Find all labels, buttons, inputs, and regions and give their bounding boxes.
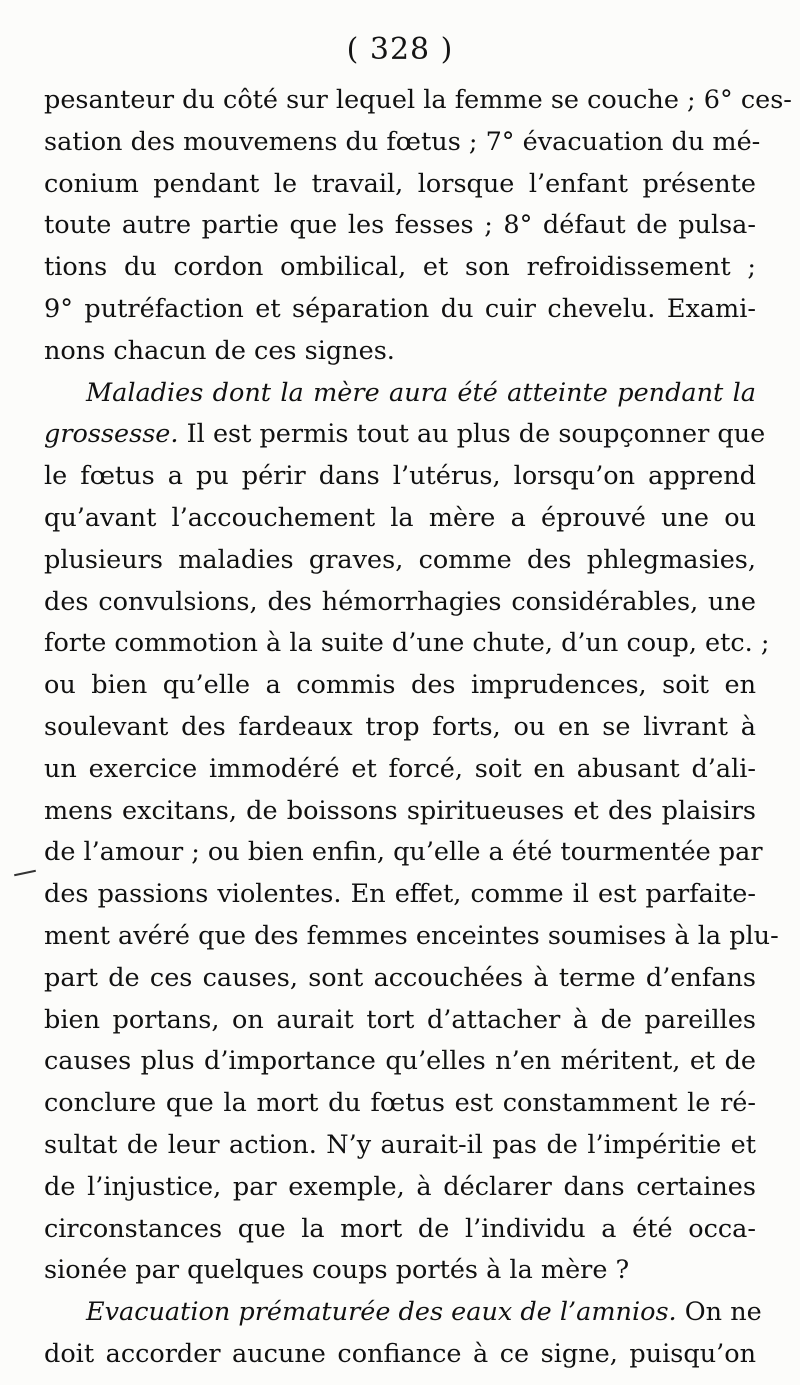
text-line: bien portans, on aurait tort d’attacher à de pareilles [44, 1004, 756, 1035]
text-fragment: Il est permis tout au plus de soupçonner que [178, 419, 766, 450]
text-line: mens excitans, de boissons spiritueuses et des plaisirs [44, 795, 756, 826]
text-line: circonstances que la mort de l’individu a été occa- [44, 1213, 756, 1244]
text-line: soulevant des fardeaux trop forts, ou en se livrant à [44, 711, 756, 742]
text-line: nons chacun de ces signes. [44, 335, 395, 366]
page-number: ( 328 ) [346, 32, 454, 67]
text-line: de l’amour ; ou bien enfin, qu’elle a été tourmentée par [44, 837, 763, 868]
text-line [44, 1292, 762, 1334]
text-line: part de ces causes, sont accouchées à terme d’enfans [44, 962, 756, 993]
text-line: pesanteur du côté sur lequel la femme se couche ; 6° ces- [44, 85, 792, 115]
text-line: ou bien qu’elle a commis des imprudences, soit en [44, 670, 756, 701]
text-line: ment avéré que des femmes enceintes soumises à la plu- [44, 920, 779, 951]
section-heading: Maladies dont la mère aura été atteinte pendant la [86, 377, 756, 408]
text-line: forte commotion à la suite d’une chute, d’un coup, etc. ; [44, 628, 770, 659]
body-text [44, 80, 792, 1376]
text-line: des passions violentes. En effet, comme il est parfaite- [44, 879, 756, 910]
text-line: plusieurs maladies graves, comme des phlegmasies, [44, 544, 756, 575]
text-line: 9° putréfaction et séparation du cuir chevelu. Exami- [44, 293, 756, 324]
margin-pencil-mark [14, 870, 36, 877]
text-fragment: On ne [676, 1297, 762, 1328]
text-line: sultat de leur action. N’y aurait-il pas de l’impéritie et [44, 1129, 756, 1160]
text-line: qu’avant l’accouchement la mère a éprouvé une ou [44, 502, 756, 533]
text-line: conium pendant le travail, lorsque l’enfant présente [44, 168, 756, 199]
text-line: sionée par quelques coups portés à la mère ? [44, 1255, 630, 1286]
text-line: le fœtus a pu périr dans l’utérus, lorsqu’on apprend [44, 461, 756, 492]
section-heading: Evacuation prématurée des eaux de l’amnios. [86, 1297, 677, 1328]
text-line: doit accorder aucune confiance à ce signe, puisqu’on [44, 1338, 756, 1369]
text-line: un exercice immodéré et forcé, soit en abusant d’ali- [44, 753, 756, 784]
text-line: de l’injustice, par exemple, à déclarer dans certaines [44, 1171, 756, 1202]
section-heading-continued: grossesse. [44, 419, 179, 450]
text-line: tions du cordon ombilical, et son refroidissement ; [44, 252, 756, 283]
text-line: sation des mouvemens du fœtus ; 7° évacuation du mé- [44, 126, 761, 157]
text-line: causes plus d’importance qu’elles n’en méritent, et de [44, 1046, 756, 1077]
text-line [44, 414, 766, 456]
text-line: conclure que la mort du fœtus est constamment le ré- [44, 1088, 756, 1119]
text-line: des convulsions, des hémorrhagies considérables, une [44, 586, 756, 617]
text-line: toute autre partie que les fesses ; 8° défaut de pulsa- [44, 210, 756, 241]
